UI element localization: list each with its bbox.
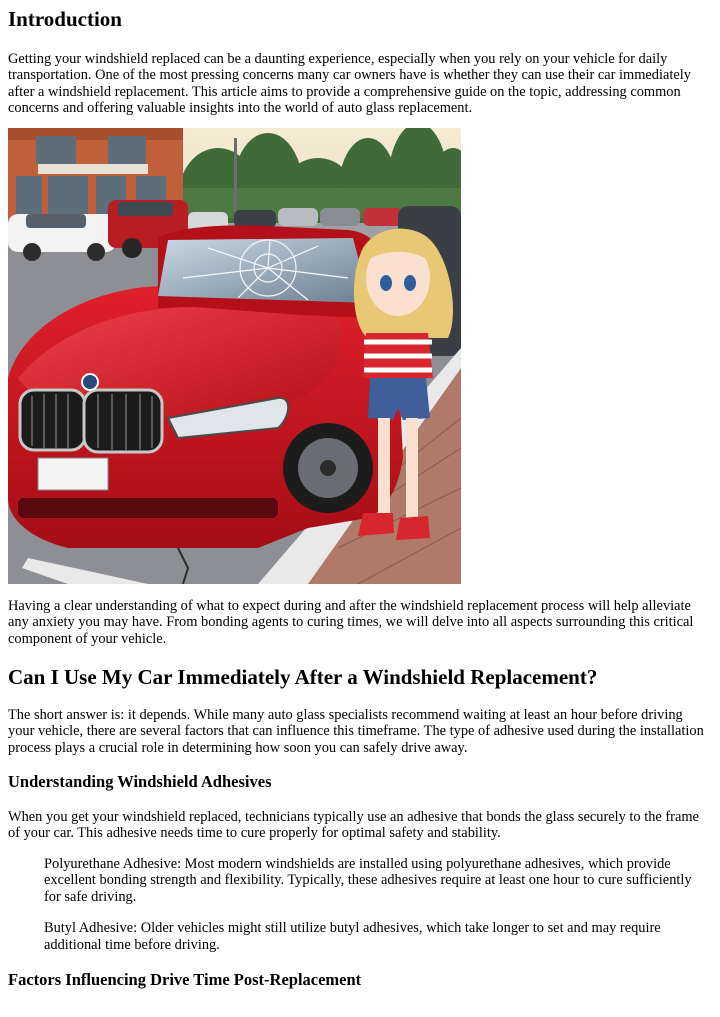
adhesives-heading: Understanding Windshield Adhesives <box>8 772 272 791</box>
adhesive-types-list <box>44 856 708 953</box>
short-answer-paragraph: The short answer is: it depends. While many auto glass specialists recommend waiting at least an hour before driving your vehicle, there are several factors that can influence this timeframe. The type of adhesive used during the installation process plays a crucial role in determining how soon you can safely drive away. <box>8 707 704 756</box>
main-question-heading: Can I Use My Car Immediately After a Windshield Replacement? <box>8 665 598 689</box>
factors-heading: Factors Influencing Drive Time Post-Replacement <box>8 970 362 989</box>
intro-paragraph: Getting your windshield replaced can be a daunting experience, especially when you rely on your vehicle for daily transportation. One of the most pressing concerns many car owners have is whether they can use their car immediately after a windshield replacement. This article aims to provide a comprehensive guide on the topic, addressing common concerns and offering valuable insights into the world of auto glass replacement. <box>8 51 691 117</box>
list-item: Butyl Adhesive: Older vehicles might still utilize butyl adhesives, which take longer to set and may require additional time before driving. <box>44 920 661 953</box>
expectations-paragraph: Having a clear understanding of what to expect during and after the windshield replacement process will help alleviate any anxiety you may have. From bonding agents to curing times, we will delve into all aspects surrounding this critical component of your vehicle. <box>8 598 694 647</box>
adhesives-paragraph: When you get your windshield replaced, technicians typically use an adhesive that bonds the glass securely to the frame of your car. This adhesive needs time to cure properly for optimal safety and stability. <box>8 809 699 842</box>
intro-heading: Introduction <box>8 7 122 31</box>
list-item: Polyurethane Adhesive: Most modern windshields are installed using polyurethane adhesives, which provide excellent bonding strength and flexibility. Typically, these adhesives require at least one hour to cure sufficiently for safe driving. <box>44 856 692 905</box>
hero-image <box>8 128 461 584</box>
